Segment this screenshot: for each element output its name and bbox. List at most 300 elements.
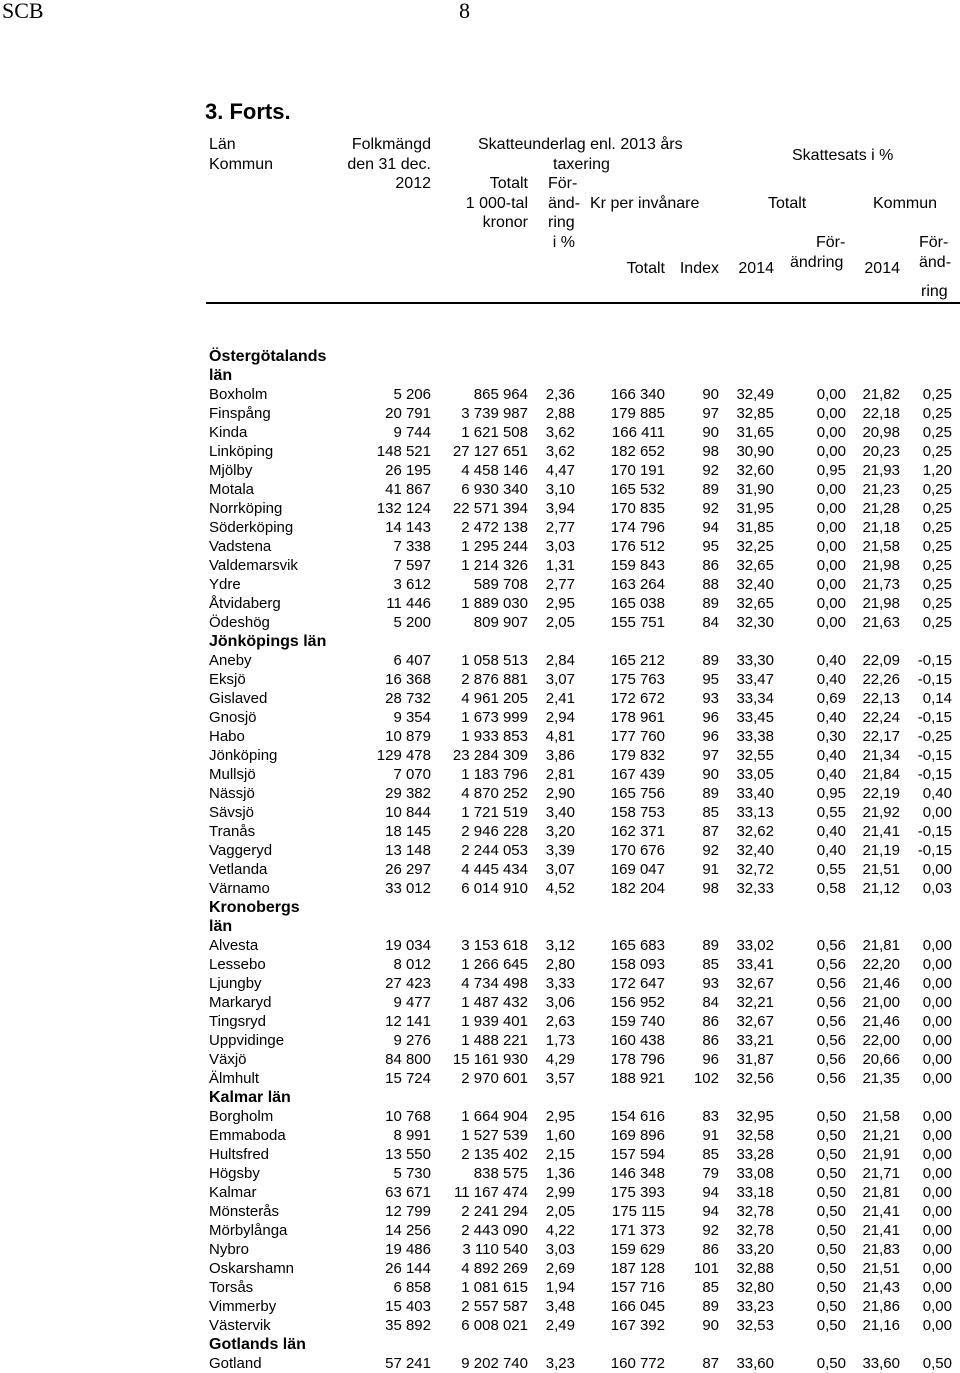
- cell-tax-base-per-capita: 159 843: [610, 557, 665, 574]
- cell-tax-base-per-capita: 157 594: [610, 1146, 665, 1163]
- table-row: [0, 613, 960, 632]
- cell-tax-base-total: 1 721 519: [461, 804, 528, 821]
- cell-tax-base-total: 1 487 432: [461, 994, 528, 1011]
- cell-tax-base-change: 3,94: [545, 500, 575, 517]
- cell-tax-rate-total: 33,45: [736, 709, 774, 726]
- cell-tax-base-total: 1 488 221: [461, 1032, 528, 1049]
- cell-population: 12 141: [385, 1013, 431, 1030]
- cell-tax-rate-total: 32,53: [736, 1317, 774, 1334]
- municipality-name: Vetlanda: [209, 861, 268, 878]
- cell-tax-rate-total-change: 0,40: [816, 766, 846, 783]
- cell-tax-base-change: 3,03: [545, 538, 575, 555]
- cell-tax-rate-municipal-change: 0,00: [922, 956, 952, 973]
- cell-index: 92: [702, 462, 719, 479]
- municipality-name: Emmaboda: [209, 1127, 286, 1144]
- cell-tax-rate-total: 32,40: [736, 842, 774, 859]
- cell-tax-rate-total-change: 0,00: [816, 405, 846, 422]
- cell-tax-base-total: 2 135 402: [461, 1146, 528, 1163]
- cell-tax-base-change: 3,48: [545, 1298, 575, 1315]
- cell-tax-base-change: 2,77: [545, 519, 575, 536]
- county-heading-row: [0, 917, 960, 936]
- cell-tax-base-per-capita: 166 045: [610, 1298, 665, 1315]
- cell-tax-rate-municipal: 21,84: [862, 766, 900, 783]
- cell-tax-rate-municipal: 21,51: [862, 861, 900, 878]
- cell-tax-rate-total-change: 0,56: [816, 937, 846, 954]
- cell-tax-rate-municipal-change: 0,00: [922, 1184, 952, 1201]
- table-row: [0, 404, 960, 423]
- page-number: 8: [459, 0, 470, 23]
- cell-population: 19 034: [385, 937, 431, 954]
- municipality-name: Lessebo: [209, 956, 266, 973]
- municipality-name: Ödeshög: [209, 614, 270, 631]
- cell-tax-rate-total: 33,41: [736, 956, 774, 973]
- table-row: [0, 423, 960, 442]
- cell-tax-rate-municipal: 21,28: [862, 500, 900, 517]
- municipality-name: Gnosjö: [209, 709, 257, 726]
- cell-tax-rate-total-change: 0,50: [816, 1260, 846, 1277]
- cell-index: 98: [702, 880, 719, 897]
- cell-tax-rate-municipal-change: -0,15: [917, 823, 952, 840]
- header-rule: [206, 302, 960, 304]
- cell-tax-base-change: 2,15: [545, 1146, 575, 1163]
- cell-tax-rate-total: 33,05: [736, 766, 774, 783]
- county-heading-row: [0, 347, 960, 366]
- cell-population: 9 477: [393, 994, 431, 1011]
- county-name: Kronobergs: [209, 899, 300, 916]
- cell-tax-base-per-capita: 178 796: [610, 1051, 665, 1068]
- cell-tax-rate-total-change: 0,30: [816, 728, 846, 745]
- cell-tax-base-per-capita: 165 756: [610, 785, 665, 802]
- cell-tax-base-per-capita: 165 532: [610, 481, 665, 498]
- table-row: [0, 461, 960, 480]
- cell-population: 13 550: [385, 1146, 431, 1163]
- cell-tax-base-per-capita: 154 616: [610, 1108, 665, 1125]
- cell-tax-base-change: 3,07: [545, 861, 575, 878]
- cell-tax-rate-total-change: 0,00: [816, 424, 846, 441]
- cell-tax-rate-total: 33,18: [736, 1184, 774, 1201]
- cell-tax-rate-municipal-change: 0,00: [922, 1013, 952, 1030]
- cell-index: 95: [702, 671, 719, 688]
- cell-tax-base-change: 2,77: [545, 576, 575, 593]
- municipality-name: Uppvidinge: [209, 1032, 285, 1049]
- cell-tax-base-total: 4 458 146: [461, 462, 528, 479]
- cell-tax-base-change: 3,10: [545, 481, 575, 498]
- cell-tax-base-per-capita: 176 512: [610, 538, 665, 555]
- cell-tax-rate-municipal: 21,98: [862, 557, 900, 574]
- cell-tax-rate-total: 32,55: [736, 747, 774, 764]
- cell-population: 27 423: [385, 975, 431, 992]
- table-row: [0, 1183, 960, 1202]
- table-row: [0, 1259, 960, 1278]
- table-row: [0, 1316, 960, 1335]
- municipality-name: Ljungby: [209, 975, 262, 992]
- table-row: [0, 651, 960, 670]
- cell-tax-base-change: 3,03: [545, 1241, 575, 1258]
- cell-tax-base-change: 3,39: [545, 842, 575, 859]
- cell-tax-base-per-capita: 167 392: [610, 1317, 665, 1334]
- cell-tax-rate-total-change: 0,50: [816, 1355, 846, 1372]
- cell-index: 90: [702, 766, 719, 783]
- cell-tax-base-change: 4,22: [545, 1222, 575, 1239]
- table-row: [0, 1069, 960, 1088]
- cell-tax-rate-total-change: 0,40: [816, 823, 846, 840]
- cell-population: 7 597: [393, 557, 431, 574]
- cell-tax-rate-total: 32,88: [736, 1260, 774, 1277]
- cell-tax-base-per-capita: 165 038: [610, 595, 665, 612]
- municipality-name: Gislaved: [209, 690, 268, 707]
- table-row: [0, 556, 960, 575]
- cell-tax-rate-municipal: 21,58: [862, 538, 900, 555]
- cell-population: 13 148: [385, 842, 431, 859]
- cell-tax-rate-municipal: 21,46: [862, 1013, 900, 1030]
- cell-tax-base-total: 3 739 987: [461, 405, 528, 422]
- cell-tax-rate-total: 33,28: [736, 1146, 774, 1163]
- cell-tax-rate-municipal: 22,18: [862, 405, 900, 422]
- cell-tax-rate-municipal: 21,71: [862, 1165, 900, 1182]
- table-row: [0, 1278, 960, 1297]
- cell-tax-rate-municipal-change: 0,25: [922, 557, 952, 574]
- cell-index: 85: [702, 1279, 719, 1296]
- table-row: [0, 1297, 960, 1316]
- cell-tax-rate-municipal-change: 0,40: [922, 785, 952, 802]
- cell-tax-base-change: 3,86: [545, 747, 575, 764]
- cell-tax-base-per-capita: 179 885: [610, 405, 665, 422]
- cell-tax-base-total: 2 244 053: [461, 842, 528, 859]
- cell-tax-rate-total-change: 0,50: [816, 1203, 846, 1220]
- cell-population: 26 195: [385, 462, 431, 479]
- cell-population: 18 145: [385, 823, 431, 840]
- municipality-name: Sävsjö: [209, 804, 255, 821]
- cell-tax-base-per-capita: 170 191: [610, 462, 665, 479]
- cell-tax-rate-municipal: 21,12: [862, 880, 900, 897]
- municipality-name: Högsby: [209, 1165, 260, 1182]
- cell-tax-base-change: 3,06: [545, 994, 575, 1011]
- cell-tax-rate-municipal-change: 0,25: [922, 538, 952, 555]
- cell-tax-rate-municipal: 33,60: [862, 1355, 900, 1372]
- cell-tax-rate-total: 33,40: [736, 785, 774, 802]
- cell-tax-rate-total-change: 0,50: [816, 1165, 846, 1182]
- municipality-name: Söderköping: [209, 519, 294, 536]
- cell-tax-base-total: 3 110 540: [462, 1241, 528, 1258]
- cell-population: 26 144: [385, 1260, 431, 1277]
- cell-tax-base-change: 2,95: [545, 1108, 575, 1125]
- table-row: [0, 803, 960, 822]
- cell-tax-rate-municipal-change: 0,00: [922, 1165, 952, 1182]
- table-row: [0, 442, 960, 461]
- municipality-name: Kalmar: [209, 1184, 257, 1201]
- cell-tax-rate-total: 33,34: [736, 690, 774, 707]
- cell-tax-rate-total: 32,78: [736, 1222, 774, 1239]
- cell-tax-base-total: 2 557 587: [461, 1298, 528, 1315]
- cell-tax-base-change: 2,69: [545, 1260, 575, 1277]
- cell-tax-rate-municipal-change: 0,50: [922, 1355, 952, 1372]
- table-row: [0, 974, 960, 993]
- cell-tax-base-per-capita: 165 683: [610, 937, 665, 954]
- cell-tax-base-total: 2 876 881: [461, 671, 528, 688]
- cell-tax-rate-total: 33,21: [736, 1032, 774, 1049]
- cell-tax-rate-total-change: 0,55: [816, 804, 846, 821]
- cell-tax-rate-total: 32,25: [736, 538, 774, 555]
- table-row: [0, 765, 960, 784]
- cell-tax-rate-total: 32,67: [736, 1013, 774, 1030]
- table-row: [0, 1145, 960, 1164]
- cell-tax-rate-total: 33,23: [736, 1298, 774, 1315]
- cell-population: 14 256: [385, 1222, 431, 1239]
- cell-index: 94: [702, 519, 719, 536]
- cell-tax-rate-municipal-change: -0,15: [917, 671, 952, 688]
- cell-tax-rate-municipal: 21,93: [862, 462, 900, 479]
- cell-tax-base-change: 2,90: [545, 785, 575, 802]
- cell-tax-rate-municipal-change: 0,14: [922, 690, 952, 707]
- cell-tax-base-change: 3,12: [545, 937, 575, 954]
- header-lan: Län: [209, 136, 236, 153]
- cell-population: 33 012: [385, 880, 431, 897]
- table-row: [0, 727, 960, 746]
- cell-tax-rate-total: 32,33: [736, 880, 774, 897]
- header-sk-totalt-for-2: ändring: [790, 254, 844, 271]
- cell-tax-rate-municipal-change: 0,25: [922, 443, 952, 460]
- cell-index: 97: [702, 405, 719, 422]
- cell-index: 92: [702, 500, 719, 517]
- cell-tax-base-change: 2,88: [545, 405, 575, 422]
- table-row: [0, 1240, 960, 1259]
- cell-tax-rate-total: 32,56: [736, 1070, 774, 1087]
- cell-tax-rate-municipal-change: 0,00: [922, 1051, 952, 1068]
- cell-index: 97: [702, 747, 719, 764]
- cell-index: 92: [702, 842, 719, 859]
- municipality-name: Tranås: [209, 823, 256, 840]
- cell-tax-base-total: 1 266 645: [461, 956, 528, 973]
- cell-tax-rate-municipal-change: 0,25: [922, 614, 952, 631]
- municipality-name: Mjölby: [209, 462, 253, 479]
- table-row: [0, 1126, 960, 1145]
- header-taxering: taxering: [553, 156, 610, 173]
- cell-tax-rate-municipal: 21,58: [862, 1108, 900, 1125]
- cell-tax-base-change: 3,33: [545, 975, 575, 992]
- cell-tax-base-change: 2,05: [545, 1203, 575, 1220]
- cell-tax-rate-total: 32,95: [736, 1108, 774, 1125]
- cell-tax-rate-municipal-change: 0,00: [922, 1279, 952, 1296]
- section-title: 3. Forts.: [205, 99, 291, 124]
- cell-tax-base-change: 1,73: [545, 1032, 575, 1049]
- cell-tax-rate-total: 32,58: [736, 1127, 774, 1144]
- county-heading-row: [0, 366, 960, 385]
- cell-index: 102: [693, 1070, 719, 1087]
- cell-index: 101: [693, 1260, 719, 1277]
- cell-tax-rate-municipal: 22,24: [862, 709, 900, 726]
- cell-tax-rate-municipal: 21,19: [862, 842, 900, 859]
- cell-tax-base-change: 1,31: [545, 557, 575, 574]
- cell-tax-rate-municipal-change: -0,15: [917, 766, 952, 783]
- header-forandring-3: ring: [548, 214, 575, 231]
- cell-tax-base-change: 2,80: [545, 956, 575, 973]
- cell-tax-base-change: 2,41: [545, 690, 575, 707]
- cell-tax-base-total: 6 930 340: [461, 481, 528, 498]
- cell-population: 6 858: [393, 1279, 431, 1296]
- cell-tax-rate-municipal: 21,81: [862, 1184, 900, 1201]
- cell-tax-rate-municipal: 22,13: [862, 690, 900, 707]
- cell-population: 15 403: [385, 1298, 431, 1315]
- cell-tax-rate-municipal-change: -0,15: [917, 709, 952, 726]
- header-folkmangd-date: den 31 dec.: [347, 156, 431, 173]
- cell-tax-rate-total: 33,08: [736, 1165, 774, 1182]
- header-sk-kommun-for-1: För-: [919, 234, 949, 251]
- cell-population: 15 724: [385, 1070, 431, 1087]
- cell-tax-rate-municipal: 20,66: [862, 1051, 900, 1068]
- cell-tax-rate-municipal-change: 0,00: [922, 1127, 952, 1144]
- cell-index: 86: [702, 1241, 719, 1258]
- cell-tax-rate-municipal: 22,09: [862, 652, 900, 669]
- cell-index: 86: [702, 1013, 719, 1030]
- cell-tax-rate-total: 32,30: [736, 614, 774, 631]
- header-forandring-2: änd-: [548, 195, 581, 212]
- table-row: [0, 936, 960, 955]
- cell-tax-base-change: 1,94: [545, 1279, 575, 1296]
- cell-index: 91: [702, 861, 719, 878]
- cell-tax-base-per-capita: 182 652: [610, 443, 665, 460]
- cell-population: 26 297: [385, 861, 431, 878]
- cell-tax-rate-municipal: 22,26: [862, 671, 900, 688]
- cell-tax-rate-total: 32,40: [736, 576, 774, 593]
- table-row: [0, 708, 960, 727]
- cell-tax-rate-total-change: 0,40: [816, 671, 846, 688]
- table-row: [0, 670, 960, 689]
- cell-tax-base-total: 1 621 508: [461, 424, 528, 441]
- cell-tax-base-total: 1 673 999: [461, 709, 528, 726]
- county-name: Jönköpings län: [209, 633, 327, 650]
- cell-tax-rate-municipal-change: 0,00: [922, 1298, 952, 1315]
- municipality-name: Värnamo: [209, 880, 270, 897]
- cell-population: 129 478: [376, 747, 431, 764]
- cell-tax-base-per-capita: 167 439: [610, 766, 665, 783]
- cell-tax-base-total: 9 202 740: [461, 1355, 528, 1372]
- header-sk-kommun: Kommun: [873, 195, 938, 212]
- municipality-name: Jönköping: [209, 747, 278, 764]
- cell-tax-base-total: 589 708: [473, 576, 528, 593]
- cell-tax-rate-municipal: 21,81: [862, 937, 900, 954]
- table-row: [0, 1221, 960, 1240]
- cell-tax-base-change: 2,36: [545, 386, 575, 403]
- page-header-org: SCB: [2, 0, 44, 23]
- municipality-name: Borgholm: [209, 1108, 274, 1125]
- cell-tax-rate-total: 31,65: [736, 424, 774, 441]
- cell-tax-base-per-capita: 175 393: [610, 1184, 665, 1201]
- county-name: län: [209, 367, 233, 384]
- cell-index: 86: [702, 557, 719, 574]
- cell-tax-base-per-capita: 160 438: [610, 1032, 665, 1049]
- cell-index: 85: [702, 1146, 719, 1163]
- cell-tax-rate-total: 32,62: [736, 823, 774, 840]
- cell-tax-base-change: 3,20: [545, 823, 575, 840]
- cell-tax-rate-municipal-change: 1,20: [922, 462, 952, 479]
- county-heading-row: [0, 1088, 960, 1107]
- cell-tax-base-total: 1 295 244: [461, 538, 528, 555]
- municipality-name: Oskarshamn: [209, 1260, 295, 1277]
- header-forandring-1: För-: [548, 175, 578, 192]
- cell-population: 10 844: [385, 804, 431, 821]
- cell-tax-rate-municipal: 22,20: [862, 956, 900, 973]
- table-row: [0, 575, 960, 594]
- cell-tax-base-per-capita: 177 760: [610, 728, 665, 745]
- table-row: [0, 1354, 960, 1373]
- cell-index: 96: [702, 728, 719, 745]
- cell-tax-rate-total-change: 0,56: [816, 1013, 846, 1030]
- cell-index: 95: [702, 538, 719, 555]
- cell-tax-base-per-capita: 155 751: [610, 614, 665, 631]
- cell-tax-base-total: 2 970 601: [461, 1070, 528, 1087]
- cell-tax-rate-total: 32,65: [736, 557, 774, 574]
- table-row: [0, 1031, 960, 1050]
- table-row: [0, 537, 960, 556]
- municipality-name: Växjö: [209, 1051, 247, 1068]
- county-heading-row: [0, 1335, 960, 1354]
- cell-tax-rate-municipal: 22,00: [862, 1032, 900, 1049]
- cell-tax-base-change: 3,23: [545, 1355, 575, 1372]
- cell-tax-base-per-capita: 159 740: [610, 1013, 665, 1030]
- cell-tax-rate-municipal: 21,86: [862, 1298, 900, 1315]
- cell-tax-rate-total-change: 0,40: [816, 709, 846, 726]
- cell-tax-base-per-capita: 169 047: [610, 861, 665, 878]
- cell-tax-rate-municipal: 21,21: [862, 1127, 900, 1144]
- cell-index: 89: [702, 785, 719, 802]
- cell-population: 6 407: [393, 652, 431, 669]
- cell-tax-base-per-capita: 169 896: [610, 1127, 665, 1144]
- cell-tax-base-change: 3,62: [545, 443, 575, 460]
- table-row: [0, 1202, 960, 1221]
- header-folkmangd: Folkmängd: [351, 136, 431, 153]
- table-row: [0, 955, 960, 974]
- cell-tax-base-per-capita: 160 772: [610, 1355, 665, 1372]
- municipality-name: Vaggeryd: [209, 842, 273, 859]
- cell-tax-base-total: 23 284 309: [452, 747, 528, 764]
- header-skattesats: Skattesats i %: [792, 147, 894, 164]
- cell-tax-rate-total-change: 0,00: [816, 481, 846, 498]
- cell-tax-rate-municipal-change: 0,00: [922, 1108, 952, 1125]
- header-totalt-kronor: kronor: [482, 214, 528, 231]
- cell-tax-rate-total-change: 0,69: [816, 690, 846, 707]
- cell-tax-base-change: 2,05: [545, 614, 575, 631]
- cell-tax-rate-total-change: 0,50: [816, 1184, 846, 1201]
- cell-tax-rate-total: 32,72: [736, 861, 774, 878]
- table-row: [0, 879, 960, 898]
- cell-tax-base-per-capita: 188 921: [610, 1070, 665, 1087]
- cell-population: 7 338: [393, 538, 431, 555]
- cell-population: 28 732: [385, 690, 431, 707]
- cell-index: 88: [702, 576, 719, 593]
- cell-tax-rate-municipal-change: 0,25: [922, 519, 952, 536]
- cell-tax-rate-total-change: 0,50: [816, 1127, 846, 1144]
- cell-tax-rate-total: 33,38: [736, 728, 774, 745]
- header-sk-kommun-for-3: ring: [921, 283, 948, 300]
- cell-tax-rate-total: 32,78: [736, 1203, 774, 1220]
- cell-tax-base-change: 2,49: [545, 1317, 575, 1334]
- cell-tax-base-total: 2 241 294: [461, 1203, 528, 1220]
- cell-tax-base-per-capita: 174 796: [610, 519, 665, 536]
- cell-tax-base-total: 809 907: [473, 614, 528, 631]
- municipality-name: Älmhult: [209, 1070, 260, 1087]
- cell-tax-rate-total-change: 0,00: [816, 443, 846, 460]
- cell-tax-base-per-capita: 172 647: [610, 975, 665, 992]
- header-forandring-4: i %: [552, 234, 575, 251]
- cell-tax-base-total: 4 445 434: [461, 861, 528, 878]
- cell-tax-rate-total: 33,60: [736, 1355, 774, 1372]
- cell-tax-rate-total: 33,30: [736, 652, 774, 669]
- cell-population: 11 446: [386, 595, 431, 612]
- header-kommun: Kommun: [209, 156, 274, 173]
- cell-tax-base-per-capita: 175 763: [610, 671, 665, 688]
- cell-tax-base-per-capita: 179 832: [610, 747, 665, 764]
- cell-index: 89: [702, 481, 719, 498]
